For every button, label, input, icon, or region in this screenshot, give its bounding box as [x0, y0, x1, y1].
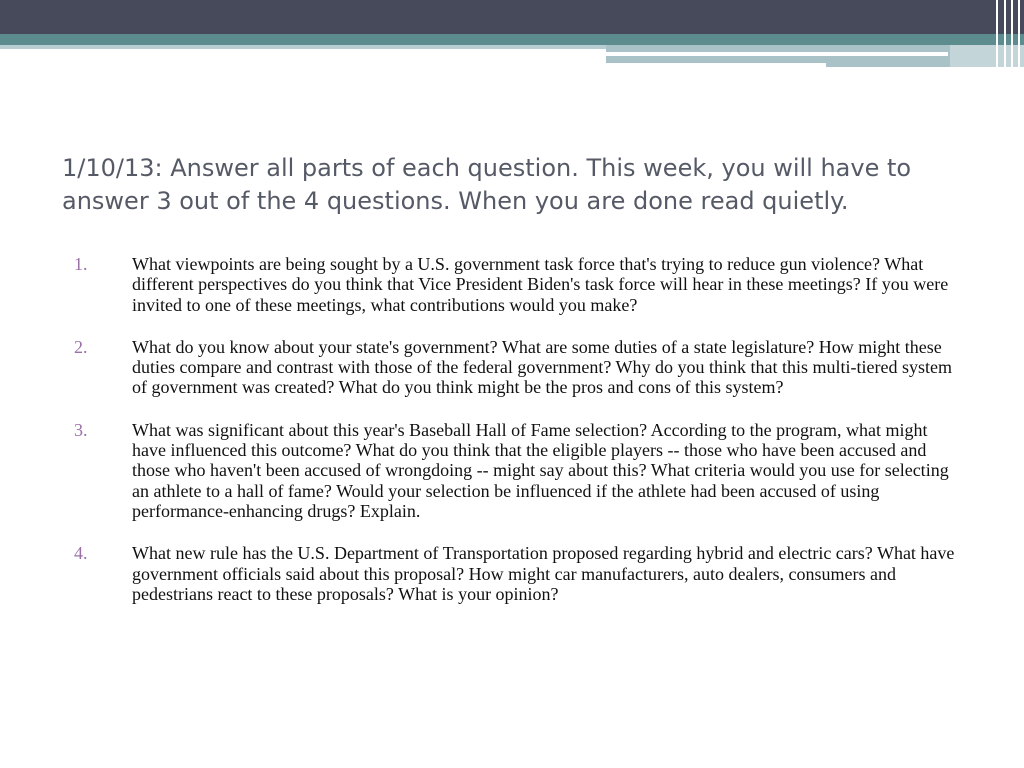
header-band-dark: [0, 0, 1024, 34]
header-vertical-stripe: [996, 0, 998, 68]
question-item: [62, 420, 962, 521]
question-number: 3.: [74, 419, 88, 440]
question-text: What do you know about your state's government? What are some duties of a state legislature? How might these duties compare and contrast with those of the federal government? Why do you think that this multi-tiered system of government was created? What do you think might be the pros and cons of this system?: [132, 336, 952, 398]
question-item: [62, 254, 962, 315]
header-vertical-stripe: [1004, 0, 1006, 68]
slide-title: 1/10/13: Answer all parts of each question. This week, you will have to answer 3 out of the 4 questions. When you are done read quietly.: [62, 154, 912, 215]
question-text: What new rule has the U.S. Department of Transportation proposed regarding hybrid and electric cars? What have government officials said about this proposal? How might car manufacturers, auto dealers, consumers and pedestrians react to these proposals? What is your opinion?: [132, 543, 955, 604]
question-item: [62, 543, 962, 604]
header-vertical-stripe: [1011, 0, 1013, 68]
question-text: What viewpoints are being sought by a U.S. government task force that's trying to reduce gun violence? What different perspectives do you think that Vice President Biden's task force will hear in these meetings? If you were invited to one of these meetings, what contributions would you make?: [132, 254, 949, 315]
question-number: 1.: [74, 254, 88, 274]
header-accent-line: [606, 52, 948, 56]
header-accent-line: [606, 63, 826, 67]
question-list: [62, 254, 962, 626]
question-item: [62, 337, 962, 398]
header-band-teal: [0, 34, 1024, 45]
question-text: What was significant about this year's Baseball Hall of Fame selection? According to the program, what might have influenced this outcome? What do you think that the eligible players -- those who have been accused and those who haven't been accused of wrongdoing -- might say about this? What criteria would you use for selecting an athlete to a hall of fame? Would your selection be influenced if the athlete had been accused of using performance-enhancing drugs? Explain.: [132, 419, 949, 521]
header-vertical-stripe: [1018, 0, 1020, 68]
question-number: 2.: [74, 336, 88, 357]
question-number: 4.: [74, 543, 88, 564]
